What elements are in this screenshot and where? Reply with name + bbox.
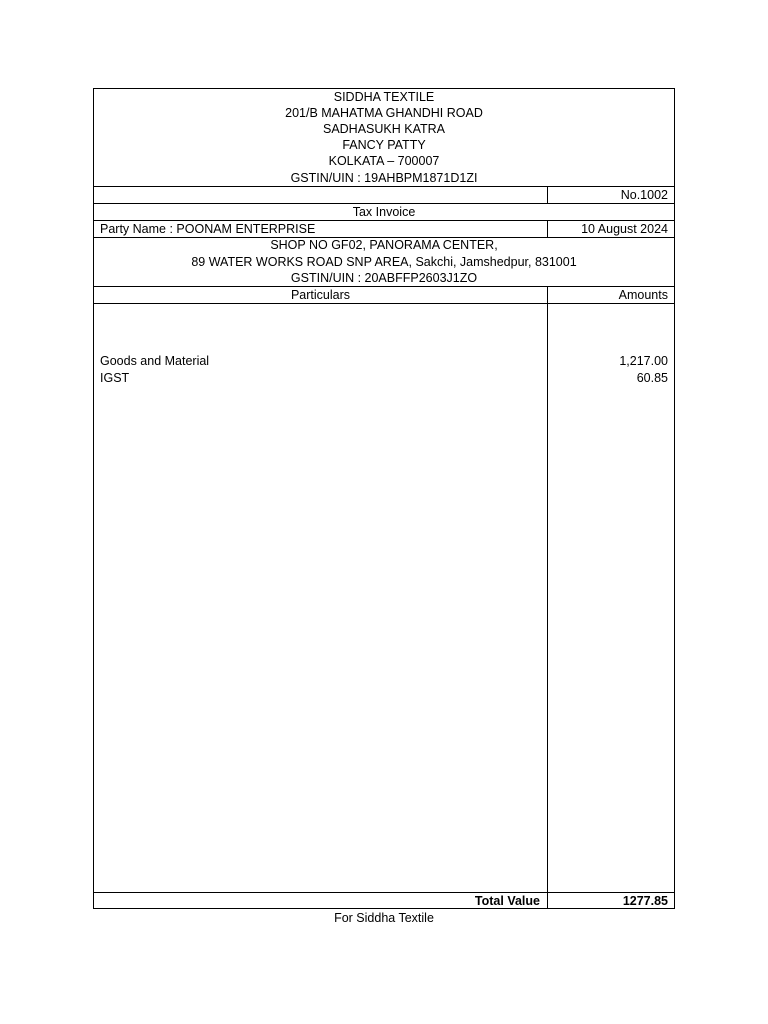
party-gstin: GSTIN/UIN : 20ABFFP2603J1ZO xyxy=(290,271,478,285)
amounts-header: Amounts xyxy=(618,288,668,302)
line-item-amount: 60.85 xyxy=(636,371,668,385)
party-address-line2: 89 WATER WORKS ROAD SNP AREA, Sakchi, Jamshedpur, 831001 xyxy=(191,255,577,269)
signature-line: For Siddha Textile xyxy=(334,911,434,925)
invoice-date: 10 August 2024 xyxy=(581,222,668,236)
seller-address-line2: SADHASUKH KATRA xyxy=(322,122,445,136)
total-value: 1277.85 xyxy=(622,894,668,908)
party-address-line1: SHOP NO GF02, PANORAMA CENTER, xyxy=(270,238,498,252)
invoice-document xyxy=(93,88,675,909)
divider xyxy=(94,303,674,304)
seller-name: SIDDHA TEXTILE xyxy=(333,90,435,104)
invoice-number: No.1002 xyxy=(620,188,668,202)
line-item-amount: 1,217.00 xyxy=(619,354,668,368)
seller-address-line3: FANCY PATTY xyxy=(342,138,426,152)
seller-address-line1: 201/B MAHATMA GHANDHI ROAD xyxy=(285,106,483,120)
line-item-particular: Goods and Material xyxy=(100,354,210,368)
invoice-title: Tax Invoice xyxy=(352,205,416,219)
particulars-header: Particulars xyxy=(290,288,351,302)
seller-city: KOLKATA – 700007 xyxy=(328,154,440,168)
seller-gstin: GSTIN/UIN : 19AHBPM1871D1ZI xyxy=(290,171,478,185)
total-label: Total Value xyxy=(474,894,540,908)
line-item-particular: IGST xyxy=(100,371,130,385)
party-name: Party Name : POONAM ENTERPRISE xyxy=(100,222,316,236)
